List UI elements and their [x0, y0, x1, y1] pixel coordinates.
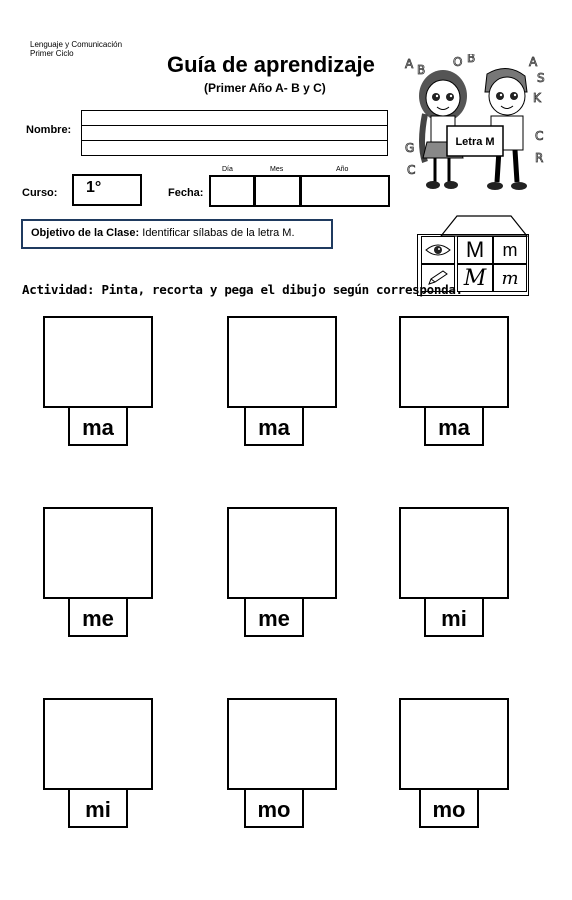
syllable-label: mo	[244, 790, 304, 828]
name-label: Nombre:	[26, 124, 72, 136]
activity-instruction: Actividad: Pinta, recorta y pega el dibujo según corresponda.	[22, 282, 463, 297]
month-label: Mes	[270, 166, 284, 173]
syllable-card[interactable]	[43, 316, 153, 446]
svg-text:S: S	[537, 71, 545, 85]
syllable-card[interactable]	[399, 507, 509, 637]
drawing-square[interactable]	[227, 507, 337, 599]
syllable-card[interactable]	[227, 507, 337, 637]
objective-box	[21, 219, 333, 249]
script-upper-m: M	[457, 264, 493, 292]
svg-text:O: O	[453, 55, 463, 69]
date-label: Fecha:	[168, 187, 204, 199]
year-label: Año	[336, 166, 349, 173]
drawing-square[interactable]	[227, 316, 337, 408]
syllable-card[interactable]	[399, 316, 509, 446]
syllable-card[interactable]	[227, 698, 337, 828]
page-subtitle: (Primer Año A- B y C)	[204, 81, 326, 95]
syllable-card[interactable]	[43, 507, 153, 637]
svg-text:R: R	[535, 151, 544, 165]
svg-text:A: A	[405, 57, 414, 71]
svg-text:C: C	[407, 163, 416, 177]
sign-text: Letra M	[455, 136, 495, 148]
syllable-card[interactable]	[227, 316, 337, 446]
drawing-square[interactable]	[227, 698, 337, 790]
page-title: Guía de aprendizaje	[167, 52, 375, 77]
drawing-square[interactable]	[43, 698, 153, 790]
svg-text:K: K	[533, 91, 541, 105]
kids-illustration	[403, 54, 549, 196]
month-field[interactable]	[254, 175, 301, 207]
print-upper-m: M	[457, 236, 493, 264]
syllable-label: ma	[68, 408, 128, 446]
course-value: 1°	[86, 179, 102, 196]
year-field[interactable]	[300, 175, 390, 207]
syllable-label: ma	[244, 408, 304, 446]
svg-text:B: B	[417, 63, 426, 77]
svg-text:A: A	[529, 55, 538, 69]
print-lower-m: m	[493, 236, 527, 264]
course-field[interactable]	[72, 174, 142, 206]
syllable-label: mo	[419, 790, 479, 828]
name-field[interactable]	[81, 110, 388, 156]
syllable-label: mi	[424, 599, 484, 637]
svg-text:G: G	[405, 141, 415, 155]
syllable-label: mi	[68, 790, 128, 828]
syllable-label: ma	[424, 408, 484, 446]
course-label: Curso:	[22, 187, 58, 199]
day-field[interactable]	[209, 175, 255, 207]
svg-text:B: B	[467, 54, 476, 65]
drawing-square[interactable]	[399, 316, 509, 408]
syllable-card[interactable]	[399, 698, 509, 828]
drawing-square[interactable]	[43, 316, 153, 408]
subject-label: Lenguaje y Comunicación	[30, 40, 123, 49]
drawing-square[interactable]	[43, 507, 153, 599]
day-label: Día	[222, 166, 233, 173]
syllable-label: me	[68, 599, 128, 637]
drawing-square[interactable]	[399, 507, 509, 599]
syllable-card[interactable]	[43, 698, 153, 828]
objective-label: Objetivo de la Clase:	[31, 227, 140, 239]
drawing-square[interactable]	[399, 698, 509, 790]
eye-icon	[421, 236, 455, 264]
script-lower-m: m	[493, 264, 527, 292]
objective-text: Identificar sílabas de la letra M.	[139, 227, 295, 239]
syllable-label: me	[244, 599, 304, 637]
cycle-label: Primer Ciclo	[30, 49, 74, 58]
svg-text:C: C	[535, 129, 544, 143]
